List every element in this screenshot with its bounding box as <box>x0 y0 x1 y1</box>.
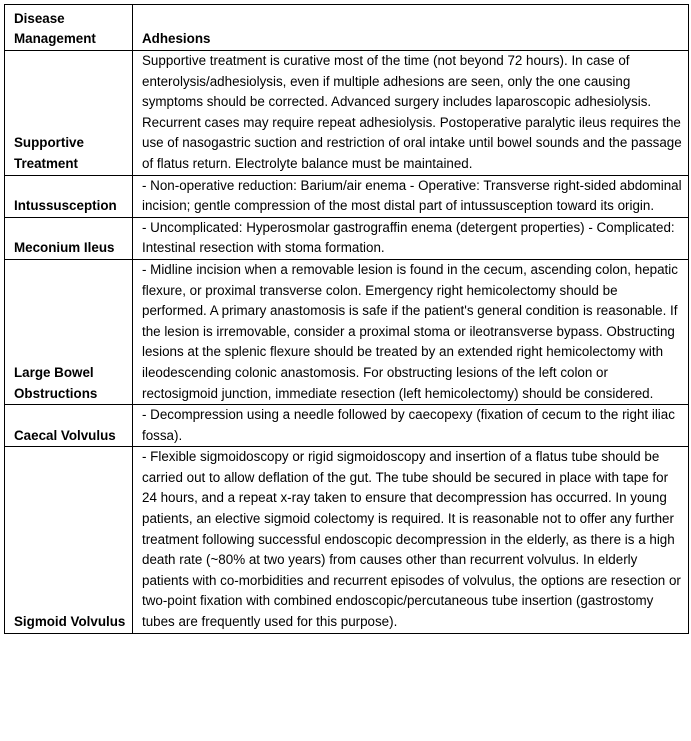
sigmoid-volvulus-label: Sigmoid Volvulus <box>14 614 126 630</box>
intussusception-label: Intussusception <box>14 198 117 214</box>
disease-management-table <box>4 4 689 634</box>
supportive-treatment-label: Supportive Treatment <box>14 135 84 171</box>
meconium-ileus-text: - Uncomplicated: Hyperosmolar gastrograffin enema (detergent properties) - Complicated: Intestinal resection with stoma formation. <box>142 219 675 256</box>
header-cell-adhesions <box>133 5 689 51</box>
sigmoid-volvulus-text: - Flexible sigmoidoscopy or rigid sigmoidoscopy and insertion of a flatus tube should be carried out to allow deflation of the gut. The tube should be secured in place with tape for 24 hours, and a repeat x-ray taken to ensure that decompression has occurred. In young patients, an elective sigmoid colectomy is required. It is reasonable not to offer any further treatment following successful endoscopic decompression in the elderly, as there is a high death rate (~80% at two years) from causes other than recurrent volvulus. In elderly patients with co-morbidities and recurrent episodes of volvulus, the options are resection or two-point fixation with combined endoscopic/percutaneous tube insertion (gastrostomy tubes are frequently used for this purpose). <box>142 449 681 630</box>
table-row-caecal-volvulus <box>5 405 689 447</box>
caecal-volvulus-label: Caecal Volvulus <box>14 427 116 443</box>
supportive-treatment-text: Supportive treatment is curative most of the time (not beyond 72 hours). In case of enterolysis/adhesiolysis, even if multiple adhesions are seen, only the one causing symptoms should be corrected. Advanced surgery includes laparoscopic adhesiolysis. Recurrent cases may require repeat adhesiolysis. Postoperative paralytic ileus requires the use of nasogastric suction and restriction of oral intake until bowel sounds and the passage of flatus return. Electrolyte balance must be maintained. <box>142 53 682 171</box>
row-label-cell <box>5 447 133 633</box>
header-adhesions-label: Adhesions <box>142 31 211 47</box>
caecal-volvulus-text: - Decompression using a needle followed by caecopexy (fixation of cecum to the right iliac fossa). <box>142 407 675 443</box>
header-cell-disease-management <box>5 5 133 51</box>
table-row-sigmoid-volvulus <box>5 447 689 633</box>
large-bowel-obstructions-text: - Midline incision when a removable lesion is found in the cecum, ascending colon, hepatic flexure, or proximal transverse colon. Emergency right hemicolectomy should be performed. A primary anastomosis is safe if the patient's general condition is reasonable. If the lesion is irremovable, consider a proximal stoma or ileotransverse bypass. Obstructing lesions at the splenic flexure should be treated by an extended right hemicolectomy with ileodescending colonic anastomosis. For obstructing lesions of the left colon or rectosigmoid junction, immediate resection (left hemicolectomy) should be considered. <box>142 261 678 401</box>
row-label-cell <box>5 217 133 259</box>
meconium-ileus-label: Meconium Ileus <box>14 240 115 256</box>
table-header-row <box>5 5 689 51</box>
row-content-cell <box>133 51 689 176</box>
header-disease-management-label: Disease Management <box>14 10 96 47</box>
row-content-cell <box>133 175 689 217</box>
table-row-intussusception <box>5 175 689 217</box>
large-bowel-obstructions-label: Large Bowel Obstructions <box>14 364 98 401</box>
row-content-cell <box>133 405 689 447</box>
intussusception-text: - Non-operative reduction: Barium/air enema - Operative: Transverse right-sided abdominal incision; gentle compression of the most distal part of intussusception toward its origin. <box>142 177 682 214</box>
row-content-cell <box>133 447 689 633</box>
row-content-cell <box>133 259 689 404</box>
row-label-cell <box>5 51 133 176</box>
row-label-cell <box>5 175 133 217</box>
table-row-meconium-ileus <box>5 217 689 259</box>
table-row-supportive-treatment <box>5 51 689 176</box>
row-label-cell <box>5 259 133 404</box>
row-label-cell <box>5 405 133 447</box>
row-content-cell <box>133 217 689 259</box>
table-row-large-bowel-obstructions <box>5 259 689 404</box>
